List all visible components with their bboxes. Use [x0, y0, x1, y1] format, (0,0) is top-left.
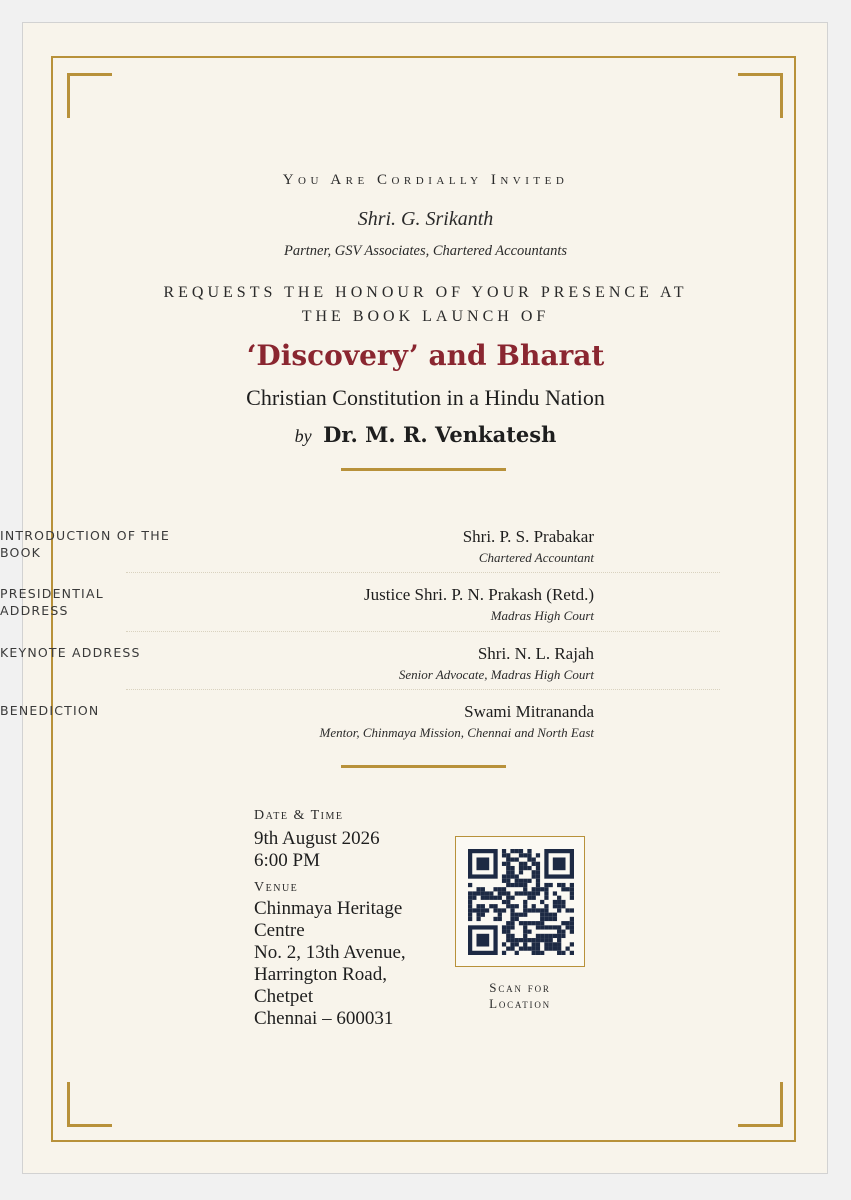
program-speaker-name: Justice Shri. P. N. Prakash (Retd.) [364, 585, 594, 604]
event-time: 6:00 PM [254, 850, 320, 871]
program-speaker-desc: Mentor, Chinmaya Mission, Chennai and North East [319, 725, 594, 740]
event-details [254, 808, 444, 1030]
venue-line: Chinmaya Heritage [254, 898, 403, 919]
date-time-label: Date & Time [254, 808, 344, 823]
corner-ornament-top-left [67, 73, 112, 118]
event-date: 9th August 2026 [254, 828, 380, 849]
row-divider [126, 631, 720, 632]
program-role: KEYNOTE ADDRESS [0, 645, 141, 660]
scan-line-2: Location [489, 996, 551, 1011]
program-role: INTRODUCTION OF THE BOOK [0, 528, 170, 560]
gold-divider-bottom [341, 765, 506, 768]
host-role: Partner, GSV Associates, Chartered Accountants [283, 243, 567, 259]
venue-line: Centre [254, 920, 305, 941]
request-line-1: REQUESTS THE HONOUR OF YOUR PRESENCE AT [163, 284, 688, 301]
venue-line: Chetpet [254, 986, 314, 1007]
scan-line-1: Scan for [489, 980, 551, 995]
invitation-heading: You Are Cordially Invited [282, 172, 569, 188]
program-role: PRESIDENTIAL ADDRESS [0, 586, 104, 618]
scan-for-location-label [455, 980, 585, 1012]
venue-line: No. 2, 13th Avenue, [254, 942, 406, 963]
author-name: Dr. M. R. Venkatesh [323, 422, 557, 447]
corner-ornament-top-right [738, 73, 783, 118]
corner-ornament-bottom-left [67, 1082, 112, 1127]
program-speaker-name: Shri. N. L. Rajah [477, 644, 594, 663]
by-label: by [294, 426, 312, 446]
venue-line: Chennai – 600031 [254, 1008, 394, 1029]
program-speaker-name: Swami Mitrananda [464, 702, 594, 721]
corner-ornament-bottom-right [738, 1082, 783, 1127]
program-speaker-desc: Senior Advocate, Madras High Court [398, 667, 594, 682]
program-role: BENEDICTION [0, 703, 100, 718]
program-speaker-name: Shri. P. S. Prabakar [462, 527, 594, 546]
venue-label: Venue [254, 880, 299, 895]
program-speaker-desc: Chartered Accountant [478, 550, 594, 565]
venue-line: Harrington Road, [254, 964, 387, 985]
request-text [100, 281, 751, 329]
book-subtitle: Christian Constitution in a Hindu Nation [246, 385, 605, 410]
host-name: Shri. G. Srikanth [357, 208, 494, 230]
book-title: ‘Discovery’ and Bharat [246, 339, 605, 372]
qr-code-icon [468, 849, 574, 955]
qr-code[interactable] [455, 836, 585, 967]
gold-divider-top [341, 468, 506, 471]
row-divider [126, 689, 720, 690]
byline [100, 422, 751, 448]
program-speaker-desc: Madras High Court [490, 608, 594, 623]
row-divider [126, 572, 720, 573]
request-line-2: THE BOOK LAUNCH OF [301, 308, 550, 325]
